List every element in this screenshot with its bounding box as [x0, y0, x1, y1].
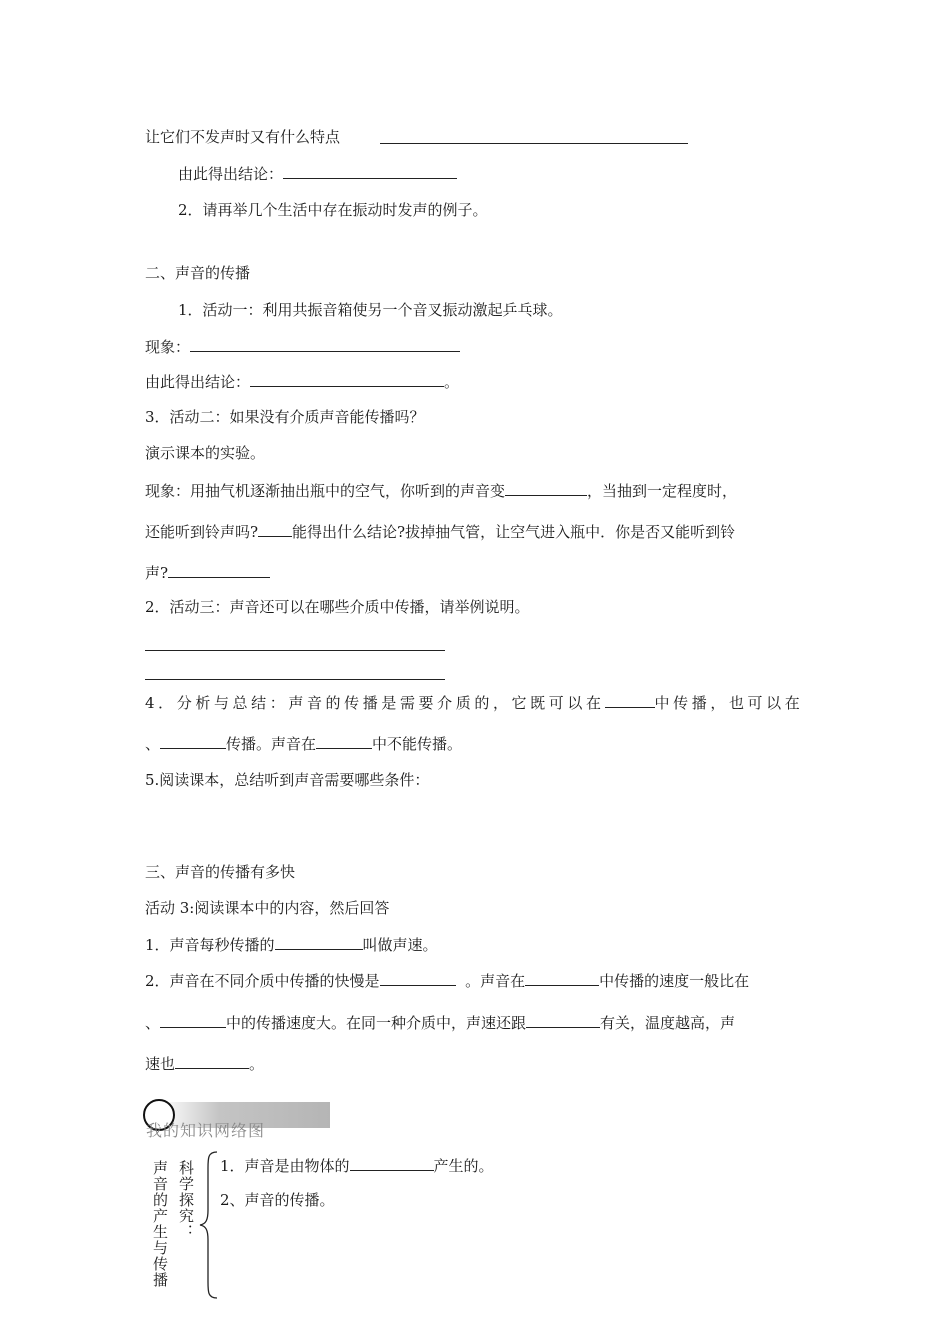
answer-line[interactable] [145, 650, 445, 651]
text: 2．声音在不同介质中传播的快慢是 [145, 972, 380, 990]
answer-blank[interactable] [350, 1155, 434, 1171]
speed-question-3 [145, 1012, 735, 1033]
answer-blank[interactable] [190, 336, 460, 352]
answer-blank[interactable] [258, 521, 292, 537]
answer-blank[interactable] [505, 480, 587, 496]
knowledge-title: 我的知识网络图 [146, 1121, 266, 1140]
text: 中的传播速度大。在同一种介质中，声速还跟 [226, 1014, 527, 1032]
answer-blank[interactable] [526, 1012, 600, 1028]
summary-line-1 [145, 692, 803, 713]
answer-blank[interactable] [380, 970, 456, 986]
phenomenon-label: 现象： [145, 338, 191, 356]
conclusion-label: 由此得出结论： [145, 373, 251, 391]
section-heading-propagation: 二、声音的传播 [145, 264, 251, 282]
answer-blank[interactable] [160, 1012, 226, 1028]
network-item-2: 2、声音的传播。 [220, 1191, 335, 1209]
text: 能得出什么结论?拔掉抽气管，让空气进入瓶中．你是否又能听到铃 [292, 523, 736, 541]
vacuum-question-line-2 [145, 562, 270, 583]
phenomenon-line [145, 336, 460, 357]
answer-blank[interactable] [380, 143, 688, 144]
text: 产生的。 [433, 1157, 494, 1175]
answer-blank[interactable] [275, 934, 363, 950]
text: 声? [145, 564, 169, 582]
text: 中传播，也可以在 [654, 694, 804, 712]
text: 中传播的速度一般比在 [599, 972, 750, 990]
answer-blank[interactable] [160, 733, 226, 749]
answer-blank[interactable] [283, 163, 457, 179]
text: 。 [249, 1055, 265, 1073]
text: 中不能传播。 [372, 735, 463, 753]
speed-question-4 [145, 1053, 264, 1074]
answer-blank[interactable] [250, 371, 444, 387]
text: 1．声音是由物体的 [220, 1157, 350, 1175]
text: 叫做声速。 [362, 936, 438, 954]
line-quiet-features [145, 127, 340, 147]
answer-line[interactable] [145, 679, 445, 680]
conclusion-label: 由此得出结论： [178, 165, 284, 183]
speed-question-1 [145, 934, 438, 955]
text: 、 [145, 735, 161, 753]
text: 4．分析与总结：声音的传播是需要介质的，它既可以在 [145, 694, 605, 712]
text: 还能听到铃声吗? [145, 523, 259, 541]
text: 传播。声音在 [226, 735, 317, 753]
answer-blank[interactable] [168, 562, 270, 578]
text: 有关，温度越高，声 [600, 1014, 736, 1032]
reading-task: 5.阅读课本，总结听到声音需要哪些条件： [145, 771, 430, 789]
answer-blank[interactable] [175, 1053, 249, 1069]
section-heading-speed: 三、声音的传播有多快 [145, 863, 296, 881]
demo-text: 演示课本的实验。 [145, 444, 266, 462]
conclusion-line-1 [178, 163, 457, 184]
vacuum-phenomenon-line [145, 480, 737, 501]
period: 。 [444, 373, 460, 391]
activity-three: 2．活动三：声音还可以在哪些介质中传播，请举例说明。 [145, 598, 530, 616]
summary-line-2 [145, 733, 462, 754]
text: 速也 [145, 1055, 176, 1073]
question-examples: 2．请再举几个生活中存在振动时发声的例子。 [178, 201, 488, 219]
text: 。声音在 [465, 972, 526, 990]
topic-vertical: 声音的产生与传播 [151, 1160, 169, 1288]
activity-3: 活动 3:阅读课本中的内容，然后回答 [145, 899, 390, 917]
activity-one: 1．活动一：利用共振音箱使另一个音叉振动激起乒乓球。 [178, 301, 563, 319]
text: 现象：用抽气机逐渐抽出瓶中的空气，你听到的声音变 [145, 482, 506, 500]
answer-blank[interactable] [605, 692, 655, 708]
speed-question-2 [145, 970, 749, 991]
text: ，当抽到一定程度时， [587, 482, 738, 500]
answer-blank[interactable] [316, 733, 372, 749]
question-text: 让它们不发声时又有什么特点 [145, 128, 341, 146]
conclusion-line-2 [145, 371, 459, 392]
text: 1．声音每秒传播的 [145, 936, 275, 954]
brace-icon [198, 1150, 220, 1300]
vacuum-question-line [145, 521, 735, 542]
branch-vertical: 科学探究： [177, 1160, 195, 1240]
answer-blank[interactable] [525, 970, 599, 986]
text: 、 [145, 1014, 161, 1032]
network-item-1 [220, 1155, 494, 1176]
activity-two: 3．活动二：如果没有介质声音能传播吗？ [145, 408, 425, 426]
